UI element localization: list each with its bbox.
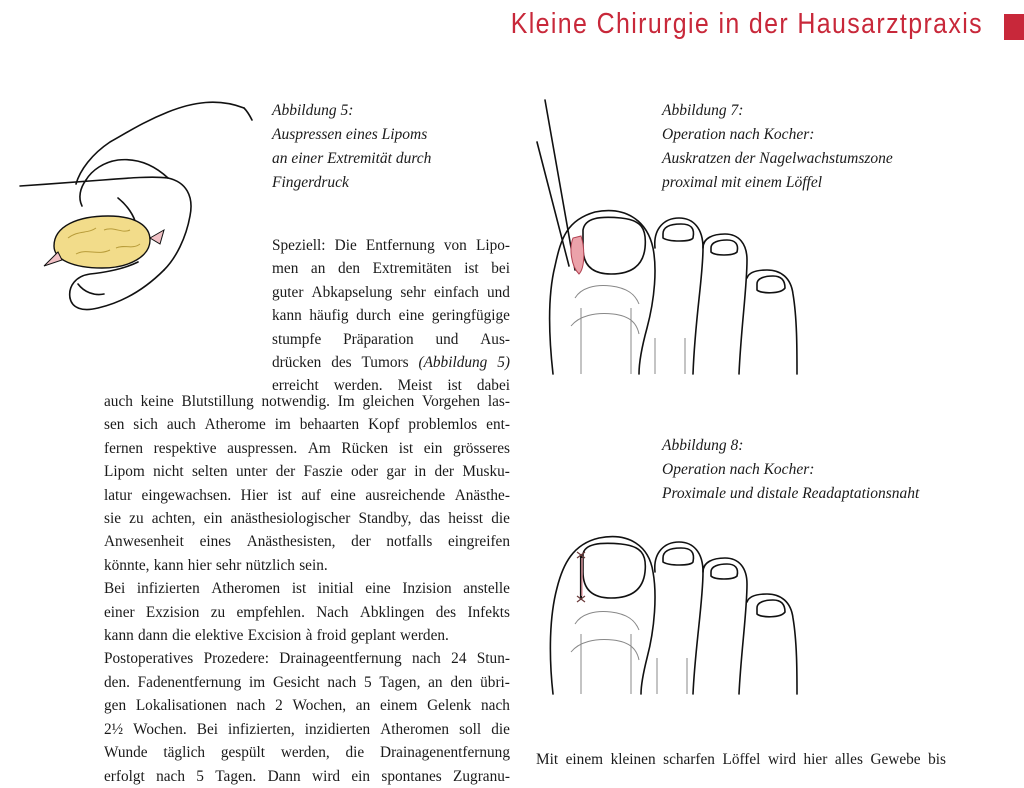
word: soll bbox=[459, 720, 482, 738]
word: Abklingen bbox=[359, 603, 425, 621]
word: des bbox=[435, 603, 457, 621]
header-color-marker bbox=[1004, 14, 1024, 40]
word: zu bbox=[129, 510, 144, 528]
text-line bbox=[104, 413, 510, 436]
text-line bbox=[104, 530, 510, 553]
word: guter bbox=[272, 283, 304, 301]
word: 5 bbox=[196, 767, 204, 785]
text-line bbox=[104, 577, 510, 600]
word: Bei bbox=[104, 580, 126, 598]
word: gespült bbox=[220, 744, 266, 762]
word: Atherome bbox=[204, 416, 266, 434]
word: nach bbox=[327, 673, 357, 691]
figure-5-illustration bbox=[18, 98, 256, 323]
word: häufig bbox=[309, 307, 349, 325]
word: könnte, bbox=[104, 556, 150, 574]
word: auspressen. bbox=[227, 439, 298, 457]
word: ein bbox=[423, 439, 443, 457]
word: notfalls bbox=[386, 533, 433, 551]
word: ausreichende bbox=[365, 486, 446, 504]
body-text-narrow bbox=[272, 234, 510, 398]
word: ein bbox=[351, 767, 371, 785]
word: Exzision bbox=[145, 603, 200, 621]
text-line bbox=[272, 328, 510, 351]
text-line bbox=[104, 601, 510, 624]
word: Excision bbox=[247, 627, 302, 645]
word: 2 bbox=[275, 697, 283, 715]
word: 5) bbox=[497, 354, 510, 372]
word: dann bbox=[138, 627, 168, 645]
word: spontanes bbox=[381, 767, 442, 785]
word: die bbox=[172, 627, 191, 645]
word: Lipom bbox=[104, 463, 145, 481]
caption-line: Fingerdruck bbox=[272, 174, 349, 191]
word: ist bbox=[291, 580, 307, 598]
word: ist bbox=[447, 377, 462, 395]
word: Aus- bbox=[480, 330, 510, 348]
word: anästhesiologischer bbox=[230, 510, 351, 528]
word: übri- bbox=[480, 673, 510, 691]
text-line bbox=[104, 437, 510, 460]
word: Prozedere: bbox=[203, 650, 269, 668]
word: eingreifen bbox=[447, 533, 510, 551]
word: gen bbox=[104, 697, 127, 715]
word: und bbox=[487, 283, 510, 301]
word: Anästhesisten, bbox=[246, 533, 336, 551]
caption-line: Abbildung 7: bbox=[662, 102, 744, 119]
text-line bbox=[104, 460, 510, 483]
word: des bbox=[331, 354, 352, 372]
word: Hier bbox=[240, 486, 268, 504]
word: problemlos bbox=[408, 416, 478, 434]
word: drücken bbox=[272, 354, 322, 372]
word: notwendig. bbox=[261, 393, 330, 410]
word: der bbox=[434, 463, 455, 481]
word: Drainageentfernung bbox=[279, 650, 402, 668]
word: einer bbox=[104, 603, 135, 621]
word: ist bbox=[277, 486, 292, 504]
word: Löffel bbox=[722, 751, 761, 768]
word: werden, bbox=[280, 744, 330, 762]
word: einem bbox=[565, 751, 604, 768]
text-line bbox=[104, 390, 510, 413]
text-line bbox=[104, 507, 510, 530]
word: Abkapselung bbox=[311, 283, 393, 301]
running-header-title: Kleine Chirurgie in der Hausarztpraxis bbox=[510, 8, 984, 40]
text-line bbox=[104, 554, 510, 577]
word: unter bbox=[235, 463, 268, 481]
word: Lipo- bbox=[475, 237, 510, 254]
word: sehr bbox=[215, 556, 242, 574]
word: hier bbox=[803, 751, 828, 768]
word: zu bbox=[210, 603, 226, 621]
word: froid bbox=[316, 627, 347, 645]
word: men bbox=[272, 260, 299, 278]
text-line bbox=[104, 718, 510, 741]
word: nicht bbox=[153, 463, 184, 481]
caption-line: Operation nach Kocher: bbox=[662, 461, 815, 478]
caption-line: an einer Extremität durch bbox=[272, 150, 432, 167]
word: Entfernung bbox=[365, 237, 435, 254]
word: kann bbox=[104, 627, 134, 645]
word: Mit bbox=[536, 751, 559, 768]
word: achten, bbox=[151, 510, 196, 528]
word: Stun- bbox=[476, 650, 510, 668]
word: Am bbox=[307, 439, 331, 457]
text-line bbox=[104, 671, 510, 694]
word: ent- bbox=[486, 416, 510, 434]
word: empfehlen. bbox=[236, 603, 305, 621]
word: Präparation bbox=[343, 330, 414, 348]
word: Extremitäten bbox=[372, 260, 452, 278]
word: Atheromen bbox=[380, 720, 450, 738]
word: eingewachsen. bbox=[141, 486, 232, 504]
caption-line: Auskratzen der Nagelwachstumszone bbox=[662, 150, 893, 167]
text-line bbox=[272, 281, 510, 304]
word: bis bbox=[928, 751, 946, 768]
word: Anästhe- bbox=[454, 486, 510, 504]
word: Wochen. bbox=[133, 720, 187, 738]
word: Im bbox=[337, 393, 355, 410]
word: Wunde bbox=[104, 744, 148, 762]
word: Lokalisationen bbox=[135, 697, 227, 715]
word: Fadenentfernung bbox=[137, 673, 242, 691]
word: Nach bbox=[316, 603, 349, 621]
word: kleinen bbox=[610, 751, 656, 768]
word: Meist bbox=[397, 377, 433, 395]
word: im bbox=[274, 416, 291, 434]
word: Vorgehen bbox=[422, 393, 481, 410]
word: die bbox=[345, 744, 365, 762]
figure-5-caption bbox=[272, 99, 431, 195]
word: Speziell: bbox=[272, 237, 326, 254]
word: Musku- bbox=[462, 463, 510, 481]
word: von bbox=[443, 237, 467, 254]
word: Tumors bbox=[361, 354, 409, 372]
word: wird bbox=[767, 751, 796, 768]
word: eines bbox=[199, 533, 231, 551]
word: sehr bbox=[400, 283, 426, 301]
word: sein. bbox=[299, 556, 328, 574]
caption-line: Operation nach Kocher: bbox=[662, 126, 815, 143]
word: latur bbox=[104, 486, 133, 504]
caption-line: Auspressen eines Lipoms bbox=[272, 126, 428, 143]
text-line bbox=[104, 741, 510, 764]
word: an bbox=[428, 673, 443, 691]
text-line bbox=[104, 484, 510, 507]
word: erreicht bbox=[272, 377, 319, 395]
word: Gesicht bbox=[272, 673, 320, 691]
word: eine bbox=[398, 307, 425, 325]
word: alles bbox=[834, 751, 863, 768]
caption-line: Abbildung 8: bbox=[662, 437, 744, 454]
word: las- bbox=[487, 393, 510, 410]
word: grösseres bbox=[453, 439, 510, 457]
word: Inzision bbox=[402, 580, 452, 598]
word: in bbox=[414, 463, 427, 481]
word: nützlich bbox=[245, 556, 295, 574]
word: im bbox=[249, 673, 266, 691]
word: durch bbox=[356, 307, 391, 325]
word: eine bbox=[365, 580, 391, 598]
word: 24 bbox=[451, 650, 467, 668]
word: Drainagenentfernung bbox=[380, 744, 510, 762]
word: Gewebe bbox=[870, 751, 921, 768]
word: fernen bbox=[104, 439, 144, 457]
word: einfach bbox=[433, 283, 479, 301]
word: oder bbox=[350, 463, 379, 481]
word: Gelenk bbox=[427, 697, 472, 715]
word: den bbox=[337, 260, 361, 278]
word: die bbox=[491, 510, 510, 528]
figure-8-caption bbox=[662, 434, 919, 506]
word: elektive bbox=[195, 627, 244, 645]
word: Blutstillung bbox=[181, 393, 254, 410]
word: ist bbox=[464, 260, 479, 278]
text-line bbox=[104, 624, 510, 647]
word: nach bbox=[236, 697, 266, 715]
word: sie bbox=[104, 510, 121, 528]
word: nach bbox=[156, 767, 185, 785]
word: Bei bbox=[196, 720, 218, 738]
word: gleichen bbox=[362, 393, 415, 410]
word: werden. bbox=[333, 377, 383, 395]
word: der bbox=[351, 533, 371, 551]
word: stumpfe bbox=[272, 330, 322, 348]
word: anstelle bbox=[463, 580, 510, 598]
caption-line: Proximale und distale Readaptationsnaht bbox=[662, 485, 920, 502]
word: sen bbox=[104, 416, 125, 434]
word: Kopf bbox=[368, 416, 400, 434]
word: und bbox=[435, 330, 459, 348]
word: den. bbox=[104, 673, 130, 691]
word: auch bbox=[104, 393, 133, 410]
word: nach bbox=[411, 650, 441, 668]
word: dabei bbox=[476, 377, 510, 395]
body-text-wide bbox=[104, 390, 510, 788]
word: behaarten bbox=[299, 416, 360, 434]
text-line bbox=[272, 351, 510, 374]
word: eine bbox=[330, 486, 356, 504]
word: geringfügige bbox=[431, 307, 510, 325]
word: kann bbox=[272, 307, 302, 325]
figure-8-illustration bbox=[545, 528, 815, 698]
word: geplant bbox=[350, 627, 396, 645]
text-line bbox=[272, 304, 510, 327]
word: Die bbox=[334, 237, 357, 254]
word: auch bbox=[166, 416, 196, 434]
word: Faszie bbox=[303, 463, 343, 481]
text-line bbox=[272, 234, 510, 257]
text-line bbox=[104, 765, 510, 788]
word: Infekts bbox=[467, 603, 510, 621]
word: Tagen. bbox=[215, 767, 257, 785]
word: initial bbox=[317, 580, 354, 598]
word: Atheromen bbox=[211, 580, 281, 598]
word: Dann bbox=[267, 767, 301, 785]
caption-line: proximal mit einem Löffel bbox=[662, 174, 823, 191]
word: (Abbildung bbox=[418, 354, 488, 372]
word: Rücken bbox=[341, 439, 389, 457]
word: respektive bbox=[153, 439, 217, 457]
word: à bbox=[305, 627, 313, 645]
word: gar bbox=[386, 463, 406, 481]
text-line bbox=[536, 748, 946, 771]
word: einem bbox=[379, 697, 418, 715]
word: an bbox=[310, 260, 326, 278]
word: werden. bbox=[400, 627, 449, 645]
word: 2½ bbox=[104, 720, 124, 738]
text-line bbox=[104, 694, 510, 717]
word: Anwesenheit bbox=[104, 533, 184, 551]
word: keine bbox=[140, 393, 174, 410]
figure-7-caption bbox=[662, 99, 893, 195]
word: täglich bbox=[163, 744, 206, 762]
word: der bbox=[275, 463, 296, 481]
caption-line: Abbildung 5: bbox=[272, 102, 354, 119]
word: inzidierten bbox=[304, 720, 371, 738]
word: die bbox=[491, 720, 510, 738]
word: heisst bbox=[448, 510, 484, 528]
word: Postoperatives bbox=[104, 650, 194, 668]
word: an bbox=[355, 697, 371, 715]
word: das bbox=[419, 510, 441, 528]
word: bei bbox=[491, 260, 510, 278]
word: ein bbox=[203, 510, 223, 528]
word: ist bbox=[398, 439, 414, 457]
word: nach bbox=[481, 697, 510, 715]
word: infizierten bbox=[136, 580, 200, 598]
word: den bbox=[450, 673, 473, 691]
word: kann bbox=[153, 556, 184, 574]
word: Wochen, bbox=[292, 697, 347, 715]
text-line bbox=[272, 257, 510, 280]
word: Standby, bbox=[358, 510, 412, 528]
word: scharfen bbox=[663, 751, 715, 768]
word: selten bbox=[191, 463, 228, 481]
word: erfolgt bbox=[104, 767, 145, 785]
word: infizierten, bbox=[228, 720, 295, 738]
body-text-right bbox=[536, 748, 946, 771]
word: wird bbox=[312, 767, 341, 785]
word: Tagen, bbox=[379, 673, 421, 691]
word: hier bbox=[187, 556, 212, 574]
word: 5 bbox=[364, 673, 372, 691]
text-line bbox=[104, 647, 510, 670]
word: Zugranu- bbox=[453, 767, 510, 785]
word: auf bbox=[301, 486, 321, 504]
word: sich bbox=[133, 416, 158, 434]
